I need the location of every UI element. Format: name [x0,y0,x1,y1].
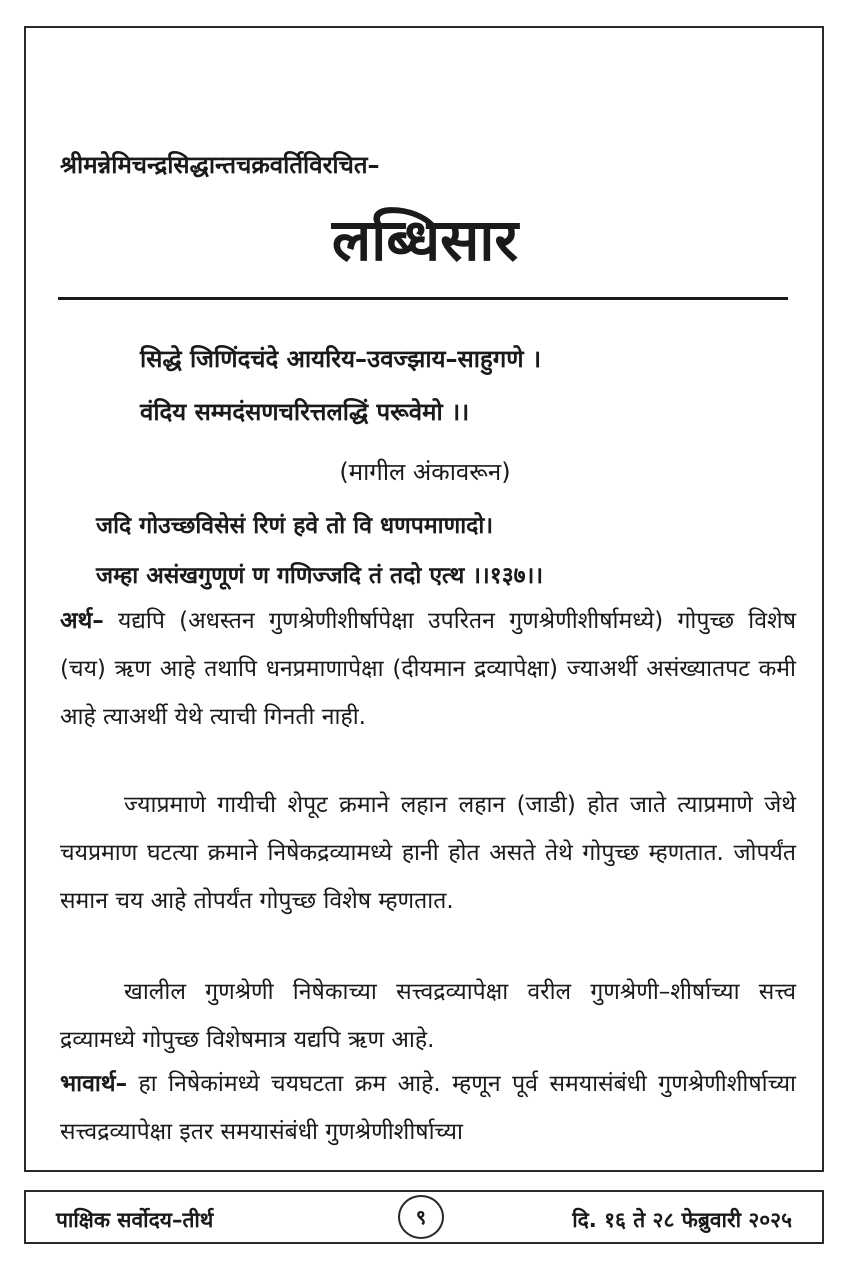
body-paragraph-3: खालील गुणश्रेणी निषेकाच्या सत्त्वद्रव्यापेक्षा वरील गुणश्रेणी–शीर्षाच्या सत्त्व द्रव्यामध्ये गोपुच्छ विशेषमात्र यद्यपि ऋण आहे. [60,979,796,1053]
artha-text: यद्यपि (अधस्तन गुणश्रेणीशीर्षापेक्षा उपरितन गुणश्रेणीशीर्षामध्ये) गोपुच्छ विशेष (चय) ऋण आहे तथापि धनप्रमाणापेक्षा (दीयमान द्रव्यापेक्षा) ज्याअर्थी असंख्यातपट कमी आहे त्याअर्थी येथे त्याची गिनती नाही. [60,608,796,730]
title-divider [58,297,788,300]
gatha-line-2: जम्हा असंखगुणूणं ण गणिज्जदि तं तदो एत्थ ।।१३७।। [96,563,544,589]
gatha-line-1: जदि गोउच्छविसेसं रिणं हवे तो वि धणपमाणादो। [96,513,494,539]
bhavartha-label: भावार्थ– [60,1071,128,1097]
body-paragraph-2: ज्याप्रमाणे गायीची शेपूट क्रमाने लहान लहान (जाडी) होत जाते त्याप्रमाणे जेथे चयप्रमाण घटत्या क्रमाने निषेकद्रव्यामध्ये हानी होत असते तेथे गोपुच्छ म्हणतात. जोपर्यंत समान चय आहे तोपर्यंत गोपुच्छ विशेष म्हणतात. [60,792,796,914]
page-footer [24,1190,824,1244]
author-attribution: श्रीमन्नेमिचन्द्रसिद्धान्तचक्रवर्तिविरचित– [60,151,380,179]
artha-label: अर्थ– [60,608,104,634]
page-title: लब्धिसार [331,206,519,274]
publication-name: पाक्षिक सर्वोदय–तीर्थ [56,1208,214,1232]
issue-date: दि. १६ ते २८ फेब्रुवारी २०२५ [572,1208,792,1232]
artha-paragraph [60,597,796,741]
bhavartha-paragraph [60,1060,796,1156]
invocation-line-2: वंदिय सम्मदंसणचरित्तलद्धिं परूवेमो ।। [140,398,470,426]
invocation-line-1: सिद्धे जिणिंदचंदे आयरिय–उवज्झाय–साहुगणे । [140,345,542,373]
bhavartha-text: हा निषेकांमध्ये चयघटता क्रम आहे. म्हणून पूर्व समयासंबंधी गुणश्रेणीशीर्षाच्या सत्त्वद्रव्यापेक्षा इतर समयासंबंधी गुणश्रेणीशीर्षाच्या [60,1071,796,1145]
page-number: ९ [398,1195,444,1239]
continued-note: (मागील अंकावरून) [339,458,511,486]
